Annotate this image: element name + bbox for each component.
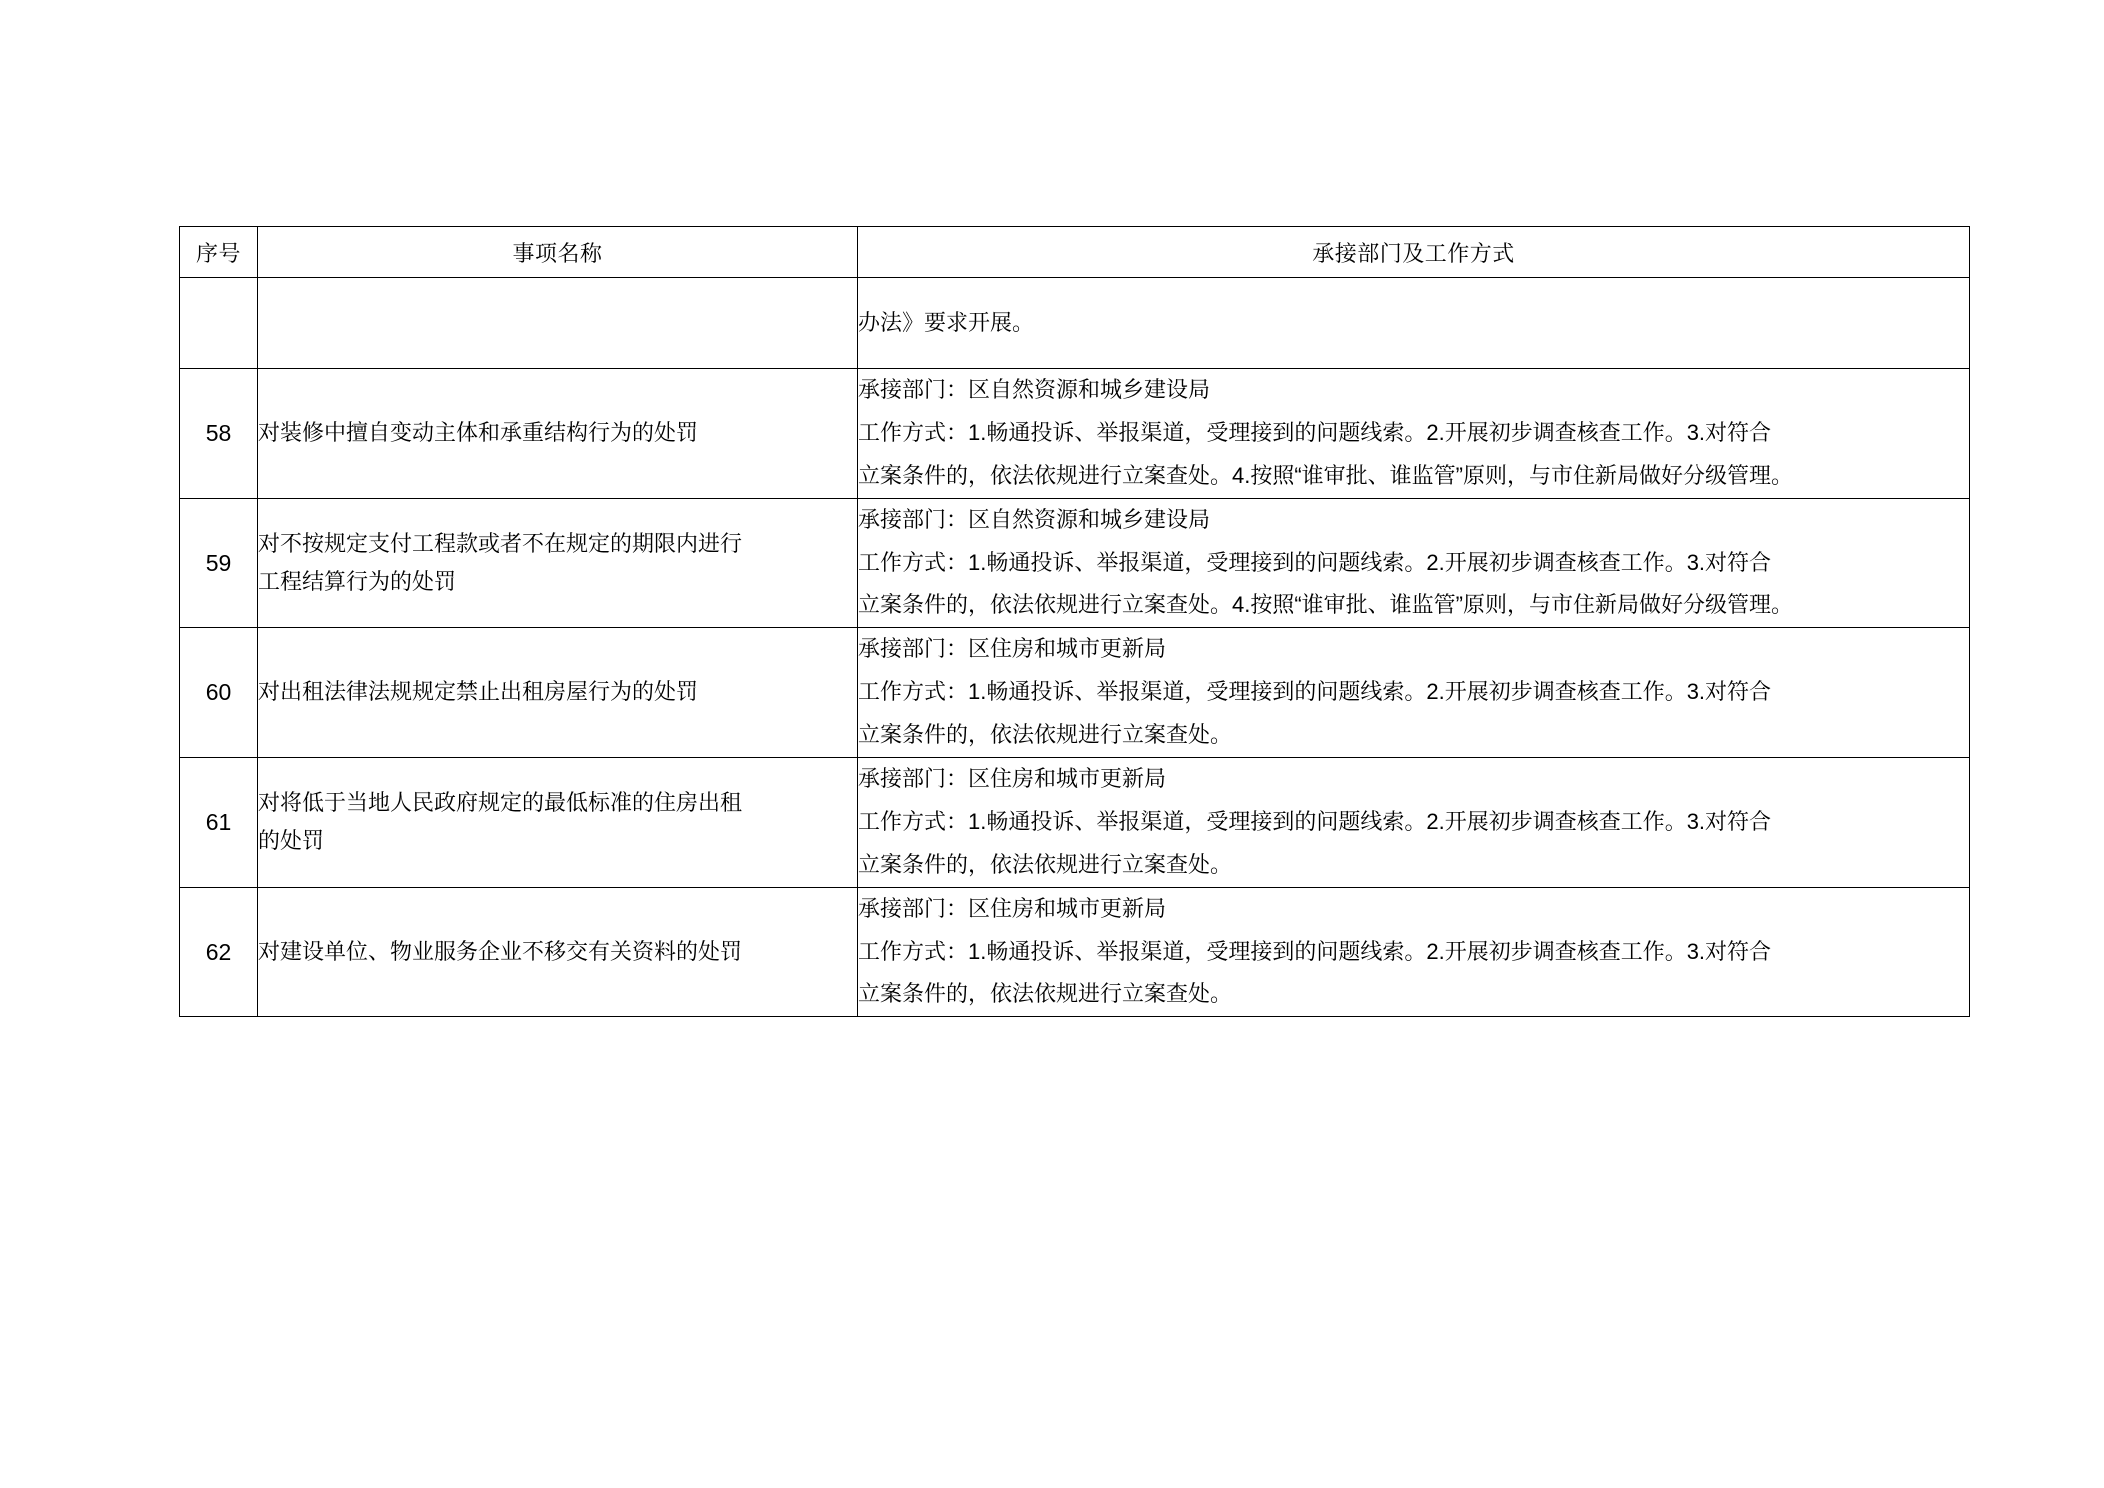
table-body <box>180 278 1970 1017</box>
row-seq: 59 <box>180 498 258 628</box>
row-name <box>258 498 858 628</box>
header-label-name: 事项名称 <box>512 240 603 266</box>
row-seq: 62 <box>180 887 258 1017</box>
table-row <box>180 498 1970 628</box>
row-name-line: 对将低于当地人民政府规定的最低标准的住房出租 <box>258 789 743 815</box>
dept-line: 立案条件的，依法依规进行立案查处。4.按照“谁审批、谁监管”原则，与市住新局做好分级管理。 <box>858 462 1794 488</box>
dept-line: 承接部门：区住房和城市更新局 <box>858 766 1167 792</box>
row-dept <box>858 758 1970 888</box>
header-label-dept: 承接部门及工作方式 <box>1312 240 1515 266</box>
header-label-seq: 序号 <box>195 240 241 266</box>
header-cell-seq <box>180 227 258 278</box>
dept-line: 工作方式：1.畅通投诉、举报渠道，受理接到的问题线索。2.开展初步调查核查工作。3.对符合 <box>858 679 1772 705</box>
row-dept <box>858 278 1970 369</box>
dept-line: 办法》要求开展。 <box>858 309 1035 335</box>
row-name: 对建设单位、物业服务企业不移交有关资料的处罚 <box>258 887 858 1017</box>
matters-table <box>179 226 1970 1017</box>
table-row <box>180 758 1970 888</box>
table-row <box>180 278 1970 369</box>
row-name <box>258 278 858 369</box>
dept-line: 立案条件的，依法依规进行立案查处。 <box>858 722 1233 748</box>
row-name-line: 的处罚 <box>258 828 325 854</box>
dept-line: 承接部门：区住房和城市更新局 <box>858 895 1167 921</box>
row-dept <box>858 498 1970 628</box>
table-row <box>180 628 1970 758</box>
table-header <box>180 227 1970 278</box>
table-header-row <box>180 227 1970 278</box>
dept-line: 工作方式：1.畅通投诉、举报渠道，受理接到的问题线索。2.开展初步调查核查工作。3.对符合 <box>858 419 1772 445</box>
table-container <box>179 226 1969 1017</box>
dept-line: 工作方式：1.畅通投诉、举报渠道，受理接到的问题线索。2.开展初步调查核查工作。3.对符合 <box>858 549 1772 575</box>
dept-line: 承接部门：区自然资源和城乡建设局 <box>858 506 1211 532</box>
row-seq: 60 <box>180 628 258 758</box>
row-name-line: 对不按规定支付工程款或者不在规定的期限内进行 <box>258 530 743 556</box>
dept-line: 立案条件的，依法依规进行立案查处。 <box>858 981 1233 1007</box>
row-seq: 58 <box>180 369 258 499</box>
dept-line: 承接部门：区自然资源和城乡建设局 <box>858 377 1211 402</box>
table-row <box>180 369 1970 499</box>
dept-line: 工作方式：1.畅通投诉、举报渠道，受理接到的问题线索。2.开展初步调查核查工作。3.对符合 <box>858 808 1772 834</box>
row-dept <box>858 628 1970 758</box>
table-row <box>180 887 1970 1017</box>
dept-line: 承接部门：区住房和城市更新局 <box>858 636 1167 662</box>
row-name-line: 工程结算行为的处罚 <box>258 569 457 594</box>
dept-line: 立案条件的，依法依规进行立案查处。 <box>858 851 1233 877</box>
row-seq: 61 <box>180 758 258 888</box>
row-seq <box>180 278 258 369</box>
row-dept <box>858 887 1970 1017</box>
dept-line: 工作方式：1.畅通投诉、举报渠道，受理接到的问题线索。2.开展初步调查核查工作。3.对符合 <box>858 938 1772 964</box>
row-name: 对出租法律法规规定禁止出租房屋行为的处罚 <box>258 628 858 758</box>
header-cell-name <box>258 227 858 278</box>
row-dept <box>858 369 1970 499</box>
dept-line: 立案条件的，依法依规进行立案查处。4.按照“谁审批、谁监管”原则，与市住新局做好分级管理。 <box>858 592 1794 618</box>
row-name: 对装修中擅自变动主体和承重结构行为的处罚 <box>258 369 858 499</box>
header-cell-dept <box>858 227 1970 278</box>
row-name <box>258 758 858 888</box>
